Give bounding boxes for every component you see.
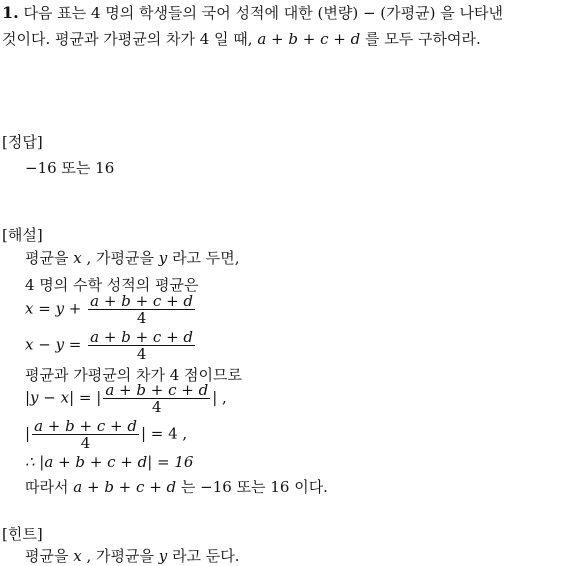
equation-5: ∴ |a + b + c + d| = 16 [25, 453, 194, 471]
fraction-numerator: a + b + c + d [105, 381, 209, 399]
hint-line [25, 547, 240, 565]
explanation-line-5: 평균과 가평균의 차가 4 점이므로 [25, 366, 242, 384]
expl-text-1b: , 가평균을 [86, 249, 155, 267]
expl-math-sum: a + b + c + d [73, 478, 177, 496]
eq1-lhs: x = y + [25, 299, 82, 318]
fraction [103, 382, 210, 415]
question-text-2a: 것이다. 평균과 가평균의 차가 4 일 때, [2, 30, 253, 48]
hint-var-y: y [158, 547, 168, 565]
answer-label: [정답] [2, 133, 43, 151]
fraction [32, 418, 139, 451]
answer-text: −16 또는 16 [25, 159, 115, 177]
fraction-denominator: 4 [80, 434, 91, 452]
equation-1 [25, 293, 197, 326]
fraction [88, 293, 195, 326]
question-text-2b: 를 모두 구하여라. [365, 30, 481, 48]
question-line-2 [2, 30, 481, 48]
expl-text-1a: 평균을 [25, 249, 69, 267]
expl-var-x: x [73, 249, 82, 267]
question-text-1: 다음 표는 4 명의 학생들의 국어 성적에 대한 (변량) − (가평균) 을 나타낸 [23, 4, 503, 22]
hint-label: [힌트] [2, 525, 43, 543]
question-number: 1. [2, 3, 19, 22]
explanation-line-9 [25, 478, 328, 496]
fraction-numerator: a + b + c + d [90, 328, 194, 346]
expl-text-9a: 따라서 [25, 478, 69, 496]
hint-text-c: 라고 둔다. [172, 547, 240, 565]
hint-text-a: 평균을 [25, 547, 69, 565]
fraction-denominator: 4 [136, 345, 147, 363]
question-line-1 [2, 4, 503, 22]
fraction-denominator: 4 [136, 309, 147, 327]
fraction-numerator: a + b + c + d [90, 292, 194, 310]
fraction-numerator: a + b + c + d [34, 417, 137, 435]
equation-3 [25, 382, 227, 415]
expl-text-9b: 는 −16 또는 16 이다. [180, 478, 328, 496]
expl-text-1c: 라고 두면, [172, 249, 240, 267]
expl-var-y: y [158, 249, 168, 267]
equation-2 [25, 329, 197, 362]
hint-var-x: x [73, 547, 82, 565]
eq3-lhs: |y − x| = | [25, 388, 102, 407]
equation-4 [25, 418, 187, 451]
eq3-rhs: | , [212, 388, 227, 407]
eq2-lhs: x − y = [25, 335, 82, 354]
explanation-line-1 [25, 249, 240, 267]
question-math-sum: a + b + c + d [257, 30, 361, 48]
eq4-rhs: | = 4 , [140, 424, 188, 443]
eq4-lhs: | [25, 424, 31, 443]
explanation-line-2: 4 명의 수학 성적의 평균은 [25, 276, 199, 294]
explanation-label: [해설] [2, 226, 43, 244]
hint-text-b: , 가평균을 [86, 547, 155, 565]
fraction [88, 329, 195, 362]
fraction-denominator: 4 [151, 398, 162, 416]
